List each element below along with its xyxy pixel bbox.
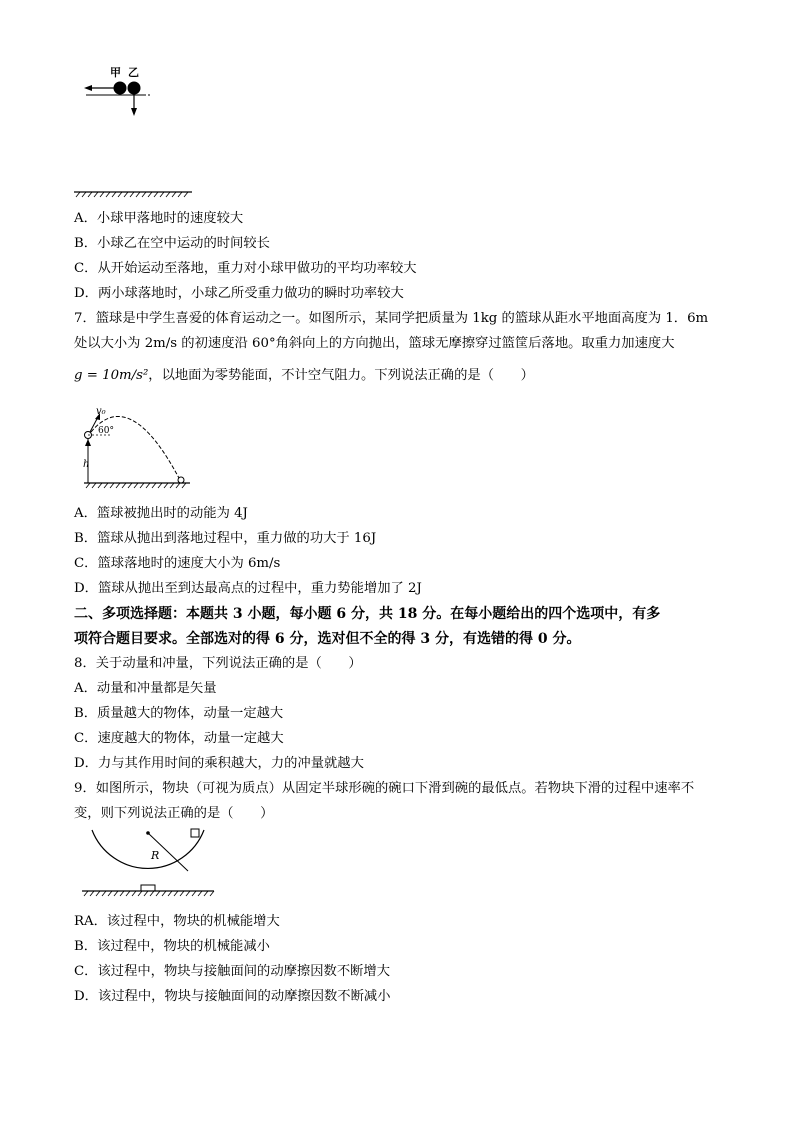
q9-stem-line2: 变，则下列说法正确的是（ ）	[74, 806, 274, 821]
figure-two-balls	[74, 60, 204, 200]
bowl-arc	[92, 830, 204, 868]
block	[191, 829, 199, 837]
q6-option-c: C．从开始运动至落地，重力对小球甲做功的平均功率较大	[74, 261, 417, 276]
q7-stem-line2: 处以大小为 2m/s 的初速度沿 60°角斜向上的方向抛出，篮球无摩擦穿过篮筐后落地。取重力加速度大	[74, 336, 675, 351]
gravity-formula: g = 10m/s²	[74, 368, 149, 383]
q8-option-d: D．力与其作用时间的乘积越大，力的冲量就越大	[74, 756, 364, 771]
figure-basketball-trajectory	[80, 405, 200, 495]
q7-stem-line3-rest: ，以地面为零势能面，不计空气阻力。下列说法正确的是（ ）	[148, 368, 534, 383]
section2-heading-line1: 二、多项选择题：本题共 3 小题，每小题 6 分，共 18 分。在每小题给出的四个选项中，有多	[74, 606, 661, 622]
ground-hatch	[84, 891, 214, 896]
label-angle: 60°	[98, 426, 114, 436]
ground-hatch	[76, 192, 188, 197]
ball-yi	[128, 82, 141, 95]
bowl-stand	[141, 885, 155, 891]
q7-stem-line3	[74, 367, 534, 385]
label-v0: v₀	[96, 406, 106, 417]
q7-option-a: A．篮球被抛出时的动能为 4J	[74, 506, 248, 521]
q7-stem-line1: 7．篮球是中学生喜爱的体育运动之一。如图所示，某同学把质量为 1kg 的篮球从距水平地面高度为 1．6m	[74, 311, 709, 326]
q8-stem: 8．关于动量和冲量，下列说法正确的是（ ）	[74, 656, 362, 671]
q8-option-b: B．质量越大的物体，动量一定越大	[74, 706, 284, 721]
q9-option-c: C．该过程中，物块与接触面间的动摩擦因数不断增大	[74, 964, 391, 979]
ball-jia	[114, 82, 127, 95]
q9-option-b: B．该过程中，物块的机械能减小	[74, 939, 270, 954]
q7-option-b: B．篮球从抛出到落地过程中，重力做的功大于 16J	[74, 531, 377, 546]
label-jia: 甲	[110, 66, 121, 79]
q7-option-c: C．篮球落地时的速度大小为 6m/s	[74, 556, 281, 571]
q6-option-b: B．小球乙在空中运动的时间较长	[74, 236, 270, 251]
q6-option-d: D．两小球落地时，小球乙所受重力做功的瞬时功率较大	[74, 286, 404, 301]
q9-option-a: RA．该过程中，物块的机械能增大	[74, 914, 280, 929]
ball-end	[178, 477, 184, 483]
q6-option-a: A．小球甲落地时的速度较大	[74, 211, 244, 226]
figure-hemispherical-bowl	[78, 825, 218, 905]
label-r: R	[151, 849, 160, 862]
q7-option-d: D．篮球从抛出至到达最高点的过程中，重力势能增加了 2J	[74, 581, 422, 596]
label-yi: 乙	[128, 66, 139, 79]
label-h: h	[83, 459, 90, 470]
section2-heading-line2: 项符合题目要求。全部选对的得 6 分，选对但不全的得 3 分，有选错的得 0 分。	[74, 631, 581, 647]
q9-option-d: D．该过程中，物块与接触面间的动摩擦因数不断减小	[74, 989, 391, 1004]
arrow-down-head	[131, 108, 137, 116]
q9-stem-line1: 9．如图所示，物块（可视为质点）从固定半球形碗的碗口下滑到碗的最低点。若物块下滑的过程中速率不	[74, 781, 695, 796]
arrow-left-head	[84, 85, 92, 91]
height-arrow-head	[85, 439, 91, 446]
q8-option-a: A．动量和冲量都是矢量	[74, 681, 217, 696]
ground-hatch	[86, 483, 186, 488]
q8-option-c: C．速度越大的物体，动量一定越大	[74, 731, 284, 746]
